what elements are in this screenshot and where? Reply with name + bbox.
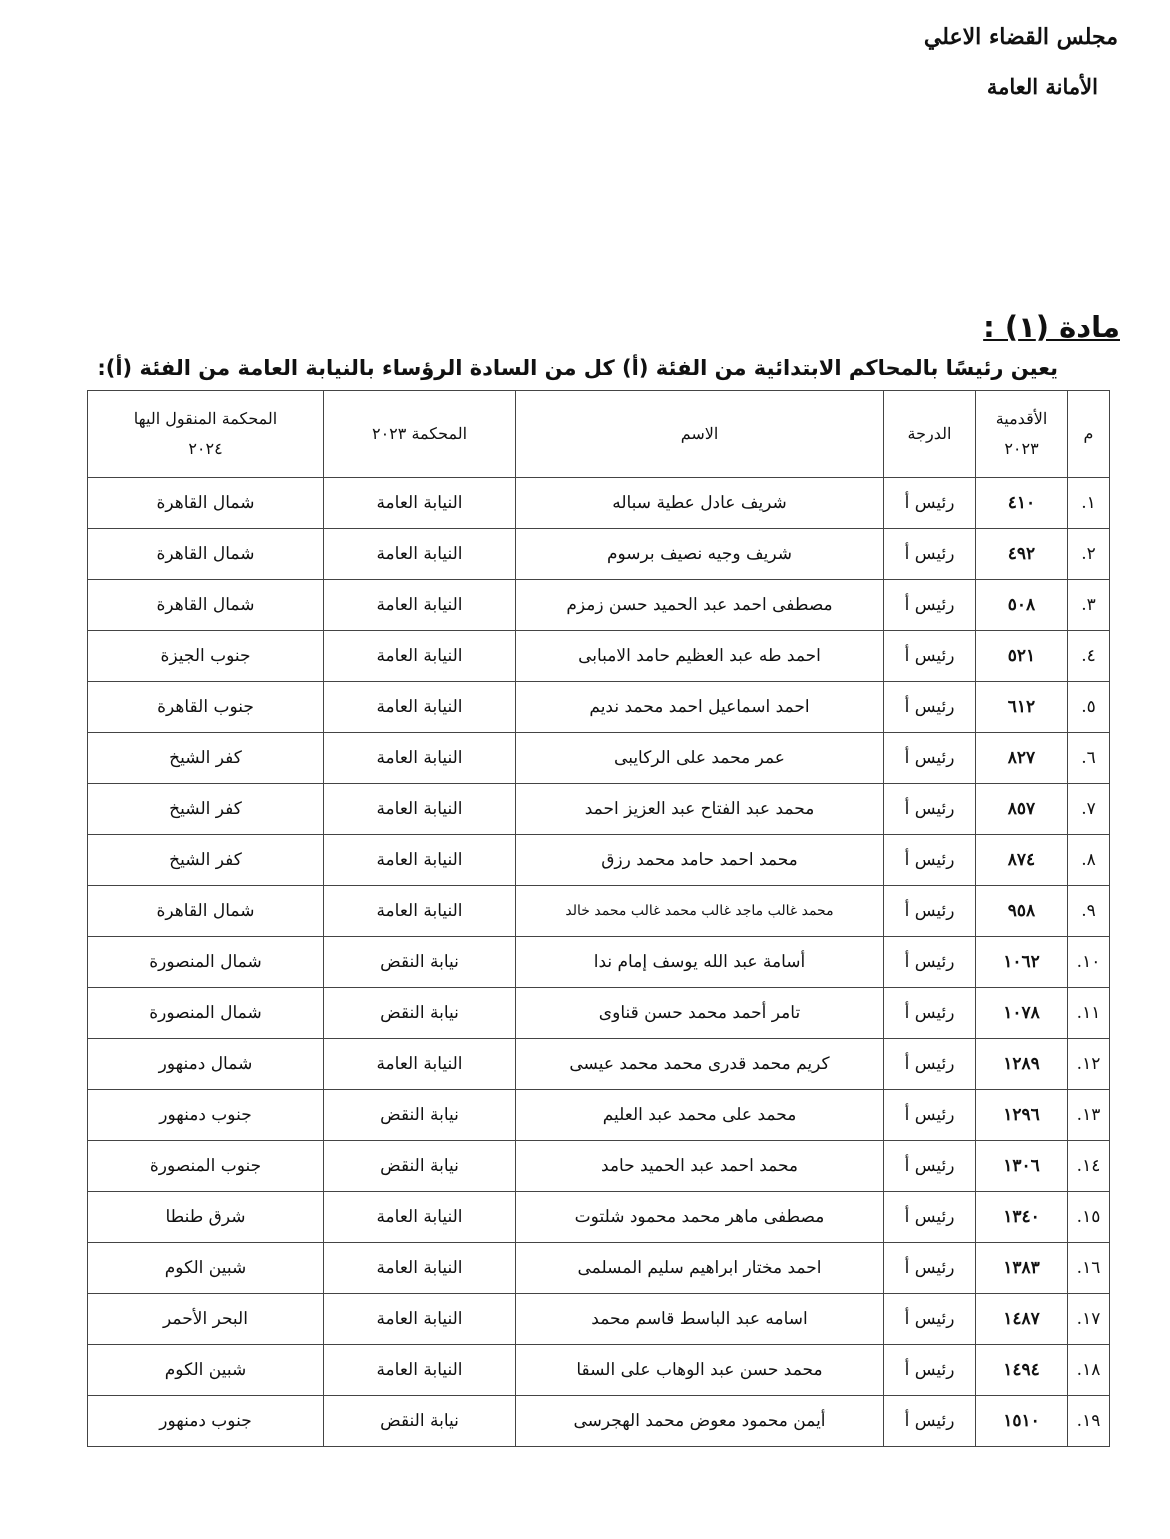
cell-grade: رئيس أ: [884, 937, 976, 988]
header-court-to-year: ٢٠٢٤: [188, 439, 223, 458]
cell-name: محمد غالب ماجد غالب محمد غالب محمد خالد: [516, 886, 884, 937]
cell-court-to: جنوب دمنهور: [88, 1396, 324, 1447]
cell-grade: رئيس أ: [884, 886, 976, 937]
cell-court-to: شرق طنطا: [88, 1192, 324, 1243]
cell-seniority: ٤١٠: [976, 478, 1068, 529]
cell-court-to: شمال القاهرة: [88, 580, 324, 631]
cell-court-to: شمال المنصورة: [88, 937, 324, 988]
cell-court-to: البحر الأحمر: [88, 1294, 324, 1345]
cell-court-to: كفر الشيخ: [88, 784, 324, 835]
cell-court-2023: النيابة العامة: [324, 631, 516, 682]
cell-court-to: جنوب المنصورة: [88, 1141, 324, 1192]
cell-index: ٩.: [1068, 886, 1110, 937]
header-seniority: [976, 391, 1068, 478]
table-row: [88, 835, 1110, 886]
cell-court-to: كفر الشيخ: [88, 733, 324, 784]
table-row: [88, 988, 1110, 1039]
cell-seniority: ١٢٩٦: [976, 1090, 1068, 1141]
cell-court-to: شمال القاهرة: [88, 529, 324, 580]
cell-name: اسامه عبد الباسط قاسم محمد: [516, 1294, 884, 1345]
cell-name: محمد احمد حامد محمد رزق: [516, 835, 884, 886]
cell-court-2023: النيابة العامة: [324, 1294, 516, 1345]
cell-name: محمد احمد عبد الحميد حامد: [516, 1141, 884, 1192]
cell-grade: رئيس أ: [884, 1192, 976, 1243]
cell-index: ١٩.: [1068, 1396, 1110, 1447]
cell-grade: رئيس أ: [884, 631, 976, 682]
secretariat-title: الأمانة العامة: [986, 74, 1098, 99]
cell-seniority: ٨٧٤: [976, 835, 1068, 886]
cell-seniority: ٥٠٨: [976, 580, 1068, 631]
cell-name: شريف عادل عطية سباله: [516, 478, 884, 529]
cell-name: محمد على محمد عبد العليم: [516, 1090, 884, 1141]
header-court-2023: المحكمة ٢٠٢٣: [324, 391, 516, 478]
cell-seniority: ١٠٧٨: [976, 988, 1068, 1039]
table-row: [88, 1090, 1110, 1141]
cell-index: ١٥.: [1068, 1192, 1110, 1243]
cell-court-to: جنوب الجيزة: [88, 631, 324, 682]
cell-seniority: ٩٥٨: [976, 886, 1068, 937]
cell-grade: رئيس أ: [884, 478, 976, 529]
cell-name: أيمن محمود معوض محمد الهجرسى: [516, 1396, 884, 1447]
cell-court-to: شبين الكوم: [88, 1243, 324, 1294]
table-row: [88, 1243, 1110, 1294]
cell-seniority: ٦١٢: [976, 682, 1068, 733]
appointments-table: [87, 390, 1110, 1447]
header-seniority-label: الأقدمية: [995, 409, 1048, 428]
table-row: [88, 1141, 1110, 1192]
cell-grade: رئيس أ: [884, 580, 976, 631]
cell-grade: رئيس أ: [884, 733, 976, 784]
cell-index: ٣.: [1068, 580, 1110, 631]
cell-grade: رئيس أ: [884, 835, 976, 886]
cell-name: شريف وجيه نصيف برسوم: [516, 529, 884, 580]
cell-court-2023: النيابة العامة: [324, 682, 516, 733]
cell-name: محمد عبد الفتاح عبد العزيز احمد: [516, 784, 884, 835]
cell-court-2023: النيابة العامة: [324, 1039, 516, 1090]
cell-name: عمر محمد على الركايبى: [516, 733, 884, 784]
cell-index: ٤.: [1068, 631, 1110, 682]
header-court-to-label: المحكمة المنقول اليها: [133, 409, 278, 428]
cell-court-2023: نيابة النقض: [324, 1090, 516, 1141]
cell-name: احمد اسماعيل احمد محمد نديم: [516, 682, 884, 733]
cell-court-2023: النيابة العامة: [324, 529, 516, 580]
council-title: مجلس القضاء الاعلي: [923, 24, 1118, 50]
cell-name: مصطفى احمد عبد الحميد حسن زمزم: [516, 580, 884, 631]
table-row: [88, 1294, 1110, 1345]
cell-grade: رئيس أ: [884, 1090, 976, 1141]
cell-seniority: ١٥١٠: [976, 1396, 1068, 1447]
cell-name: كريم محمد قدرى محمد محمد عيسى: [516, 1039, 884, 1090]
cell-index: ١١.: [1068, 988, 1110, 1039]
header-court-to: [88, 391, 324, 478]
table-row: [88, 529, 1110, 580]
article-heading: مادة (١) :: [983, 310, 1120, 344]
cell-grade: رئيس أ: [884, 1396, 976, 1447]
table-row: [88, 937, 1110, 988]
table-row: [88, 1192, 1110, 1243]
cell-seniority: ٥٢١: [976, 631, 1068, 682]
table-row: [88, 478, 1110, 529]
cell-grade: رئيس أ: [884, 1141, 976, 1192]
cell-court-2023: النيابة العامة: [324, 1243, 516, 1294]
cell-name: أسامة عبد الله يوسف إمام ندا: [516, 937, 884, 988]
cell-seniority: ٤٩٢: [976, 529, 1068, 580]
cell-court-2023: نيابة النقض: [324, 937, 516, 988]
cell-court-2023: النيابة العامة: [324, 733, 516, 784]
cell-grade: رئيس أ: [884, 784, 976, 835]
table-row: [88, 1345, 1110, 1396]
header-grade: الدرجة: [884, 391, 976, 478]
table-header-row: [88, 391, 1110, 478]
header-name: الاسم: [516, 391, 884, 478]
cell-seniority: ١٠٦٢: [976, 937, 1068, 988]
table-row: [88, 1396, 1110, 1447]
cell-index: ٢.: [1068, 529, 1110, 580]
table-row: [88, 733, 1110, 784]
cell-name: تامر أحمد محمد حسن قناوى: [516, 988, 884, 1039]
cell-name: احمد طه عبد العظيم حامد الامبابى: [516, 631, 884, 682]
cell-court-2023: النيابة العامة: [324, 886, 516, 937]
cell-court-2023: النيابة العامة: [324, 580, 516, 631]
intro-text: يعين رئيسًا بالمحاكم الابتدائية من الفئة (أ) كل من السادة الرؤساء بالنيابة العامة من الفئة (أ):: [97, 356, 1058, 380]
table-row: [88, 784, 1110, 835]
cell-grade: رئيس أ: [884, 988, 976, 1039]
header-seniority-year: ٢٠٢٣: [1004, 439, 1039, 458]
cell-court-2023: النيابة العامة: [324, 478, 516, 529]
cell-court-to: جنوب دمنهور: [88, 1090, 324, 1141]
cell-grade: رئيس أ: [884, 1243, 976, 1294]
cell-court-to: جنوب القاهرة: [88, 682, 324, 733]
cell-name: مصطفى ماهر محمد محمود شلتوت: [516, 1192, 884, 1243]
table-row: [88, 631, 1110, 682]
cell-index: ٦.: [1068, 733, 1110, 784]
cell-seniority: ١٢٨٩: [976, 1039, 1068, 1090]
cell-index: ١٧.: [1068, 1294, 1110, 1345]
cell-index: ١٤.: [1068, 1141, 1110, 1192]
cell-court-to: شمال دمنهور: [88, 1039, 324, 1090]
table-row: [88, 1039, 1110, 1090]
cell-seniority: ١٣٤٠: [976, 1192, 1068, 1243]
cell-grade: رئيس أ: [884, 1345, 976, 1396]
cell-court-2023: النيابة العامة: [324, 835, 516, 886]
header-index: م: [1068, 391, 1110, 478]
cell-seniority: ١٣٠٦: [976, 1141, 1068, 1192]
cell-court-to: شمال المنصورة: [88, 988, 324, 1039]
cell-index: ١٠.: [1068, 937, 1110, 988]
cell-index: ٥.: [1068, 682, 1110, 733]
cell-court-2023: النيابة العامة: [324, 1192, 516, 1243]
cell-seniority: ١٣٨٣: [976, 1243, 1068, 1294]
cell-seniority: ٨٥٧: [976, 784, 1068, 835]
cell-court-to: شبين الكوم: [88, 1345, 324, 1396]
cell-name: محمد حسن عبد الوهاب على السقا: [516, 1345, 884, 1396]
cell-court-2023: النيابة العامة: [324, 784, 516, 835]
cell-grade: رئيس أ: [884, 529, 976, 580]
cell-grade: رئيس أ: [884, 1039, 976, 1090]
cell-court-2023: نيابة النقض: [324, 1396, 516, 1447]
cell-index: ١٨.: [1068, 1345, 1110, 1396]
cell-name: احمد مختار ابراهيم سليم المسلمى: [516, 1243, 884, 1294]
table-row: [88, 886, 1110, 937]
table-row: [88, 682, 1110, 733]
cell-grade: رئيس أ: [884, 682, 976, 733]
cell-court-2023: النيابة العامة: [324, 1345, 516, 1396]
cell-index: ١.: [1068, 478, 1110, 529]
cell-index: ١٢.: [1068, 1039, 1110, 1090]
cell-seniority: ٨٢٧: [976, 733, 1068, 784]
cell-index: ٨.: [1068, 835, 1110, 886]
cell-grade: رئيس أ: [884, 1294, 976, 1345]
cell-court-to: شمال القاهرة: [88, 478, 324, 529]
cell-seniority: ١٤٩٤: [976, 1345, 1068, 1396]
cell-index: ٧.: [1068, 784, 1110, 835]
cell-court-2023: نيابة النقض: [324, 988, 516, 1039]
cell-index: ١٦.: [1068, 1243, 1110, 1294]
table-row: [88, 580, 1110, 631]
cell-court-to: كفر الشيخ: [88, 835, 324, 886]
cell-seniority: ١٤٨٧: [976, 1294, 1068, 1345]
cell-court-2023: نيابة النقض: [324, 1141, 516, 1192]
cell-index: ١٣.: [1068, 1090, 1110, 1141]
cell-court-to: شمال القاهرة: [88, 886, 324, 937]
